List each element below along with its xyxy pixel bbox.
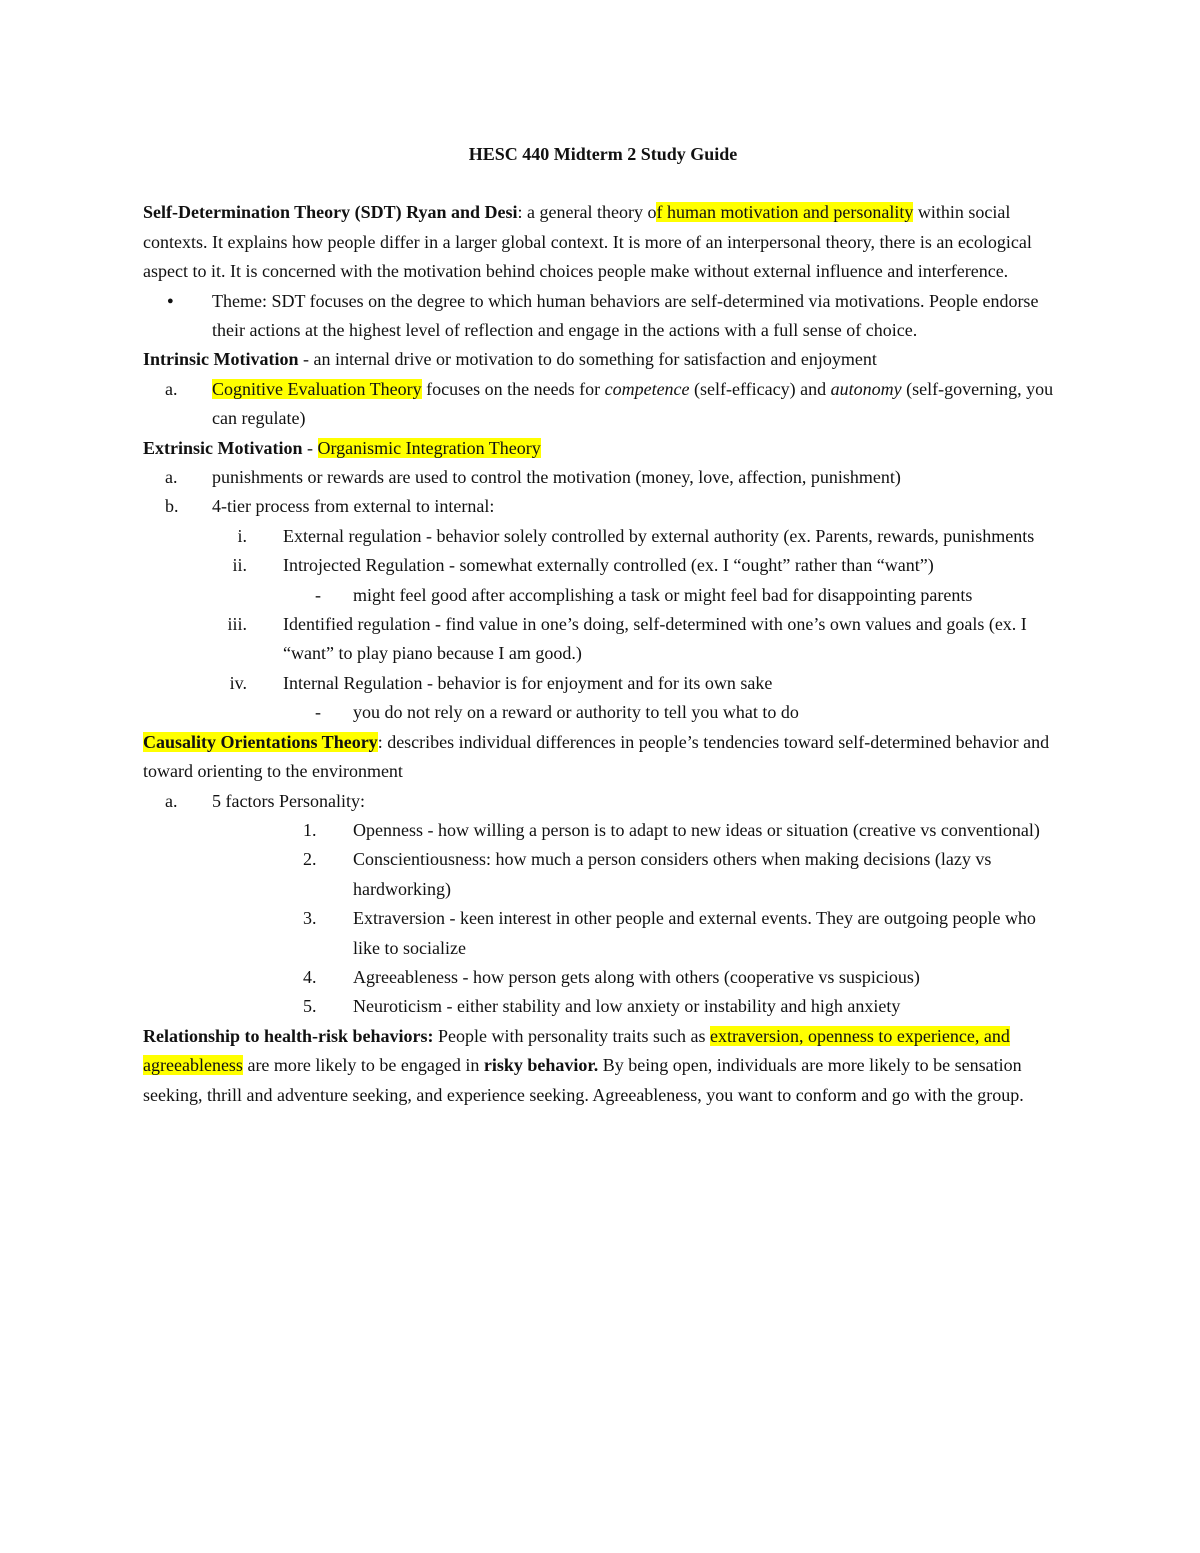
- relationship-heading: Relationship to health-risk behaviors:: [143, 1025, 434, 1046]
- extrinsic-paragraph: [143, 434, 1063, 463]
- regulation-iii: [143, 610, 1063, 669]
- document-body: [143, 140, 1063, 1110]
- dash-marker: -: [315, 702, 321, 723]
- extrinsic-sep: -: [302, 437, 318, 458]
- cet-highlight: Cognitive Evaluation Theory: [212, 378, 422, 399]
- relationship-text-2: are more likely to be engaged in: [242, 1055, 484, 1076]
- regulation-i: [143, 522, 1063, 551]
- factor-text: Openness - how willing a person is to adapt to new ideas or situation (creative vs conventional): [353, 819, 1040, 840]
- regulation-i-text: External regulation - behavior solely controlled by external authority (ex. Parents, rewards, punishments: [283, 525, 1035, 546]
- document-title: HESC 440 Midterm 2 Study Guide: [468, 144, 738, 164]
- intrinsic-item-a: [143, 375, 1063, 434]
- relationship-text-3: By being open, individuals are more likely to be sensation seeking, thrill and adventure seeking, and experience seeking. Agreeableness, you want to conform and go with the group.: [143, 1055, 1024, 1105]
- regulation-iv-text: Internal Regulation - behavior is for enjoyment and for its own sake: [283, 672, 773, 693]
- traits-highlight: extraversion, openness to experience, and agreeableness: [143, 1025, 1010, 1076]
- factor-item: [143, 992, 1063, 1021]
- regulation-ii-text: Introjected Regulation - somewhat externally controlled (ex. I “ought” rather than “want”): [283, 555, 934, 576]
- factor-text: Extraversion - keen interest in other people and external events. They are outgoing people who like to socialize: [353, 908, 1036, 958]
- regulation-iv: [143, 669, 1063, 698]
- list-marker: a.: [165, 790, 178, 811]
- regulation-iv-dash-text: you do not rely on a reward or authority to tell you what to do: [353, 702, 799, 723]
- list-marker: a.: [165, 378, 178, 399]
- regulation-iv-dash: [143, 698, 1063, 727]
- list-marker: iv.: [229, 672, 247, 693]
- factor-item: [143, 904, 1063, 963]
- list-marker: ii.: [232, 555, 247, 576]
- risky-behavior: risky behavior.: [483, 1055, 599, 1076]
- list-marker: 3.: [303, 908, 317, 929]
- causality-item-a: [143, 787, 1063, 816]
- sdt-theme-bullet: [143, 287, 1063, 346]
- intrinsic-paragraph: [143, 345, 1063, 374]
- sdt-highlight: f human motivation and personality: [656, 202, 914, 223]
- list-marker: 2.: [303, 849, 317, 870]
- factor-item: [143, 845, 1063, 904]
- list-marker: 5.: [303, 996, 317, 1017]
- bullet-dot-icon: ●: [167, 294, 174, 307]
- extrinsic-item-b-text: 4-tier process from external to internal:: [212, 496, 495, 517]
- list-marker: 1.: [303, 819, 317, 840]
- relationship-text-1: People with personality traits such as: [433, 1025, 710, 1046]
- regulation-ii-dash-text: might feel good after accomplishing a task or might feel bad for disappointing parents: [353, 584, 973, 605]
- extrinsic-item-a-text: punishments or rewards are used to control the motivation (money, love, affection, punishment): [212, 467, 901, 488]
- cet-competence: competence: [604, 378, 690, 399]
- sdt-heading: Self-Determination Theory (SDT) Ryan and Desi: [143, 202, 518, 223]
- sdt-text-1: : a general theory o: [517, 202, 657, 223]
- causality-item-a-text: 5 factors Personality:: [212, 790, 365, 811]
- causality-paragraph: [143, 728, 1063, 787]
- intrinsic-heading: Intrinsic Motivation: [143, 349, 299, 370]
- regulation-iii-text: Identified regulation - find value in one’s doing, self-determined with one’s own values and goals (ex. I “want” to play piano because I am good.): [283, 614, 1027, 664]
- regulation-ii-dash: [143, 581, 1063, 610]
- factor-text: Neuroticism - either stability and low anxiety or instability and high anxiety: [353, 996, 901, 1017]
- list-marker: 4.: [303, 966, 317, 987]
- extrinsic-item-b: [143, 492, 1063, 521]
- list-marker: a.: [165, 467, 178, 488]
- intrinsic-text: - an internal drive or motivation to do something for satisfaction and enjoyment: [298, 349, 877, 370]
- cet-text-2: (self-efficacy) and: [689, 378, 831, 399]
- causality-heading: Causality Orientations Theory: [143, 731, 378, 752]
- spacer: [143, 169, 1063, 198]
- sdt-text-2: within social contexts. It explains how people differ in a larger global context. It is more of an interpersonal theory, there is an ecological aspect to it. It is concerned with the motivation behind choices people make without external influence and interference.: [143, 202, 1032, 282]
- oit-highlight: Organismic Integration Theory: [317, 437, 541, 458]
- dash-marker: -: [315, 584, 321, 605]
- sdt-theme-text: Theme: SDT focuses on the degree to which human behaviors are self-determined via motivations. People endorse their actions at the highest level of reflection and engage in the actions with a full sense of choice.: [212, 290, 1039, 341]
- relationship-paragraph: [143, 1022, 1063, 1110]
- list-marker: iii.: [227, 614, 247, 635]
- cet-text-3: (self-governing, you can regulate): [212, 378, 1054, 429]
- cet-text-1: focuses on the needs for: [421, 378, 605, 399]
- list-marker: b.: [165, 496, 179, 517]
- factor-item: [143, 816, 1063, 845]
- list-marker: i.: [237, 525, 247, 546]
- factor-text: Agreeableness - how person gets along with others (cooperative vs suspicious): [353, 966, 920, 987]
- regulation-ii: [143, 551, 1063, 580]
- extrinsic-item-a: [143, 463, 1063, 492]
- extrinsic-heading: Extrinsic Motivation: [143, 437, 303, 458]
- cet-autonomy: autonomy: [830, 378, 902, 399]
- causality-text: : describes individual differences in people’s tendencies toward self-determined behavior and toward orienting to the environment: [143, 731, 1050, 782]
- factor-text: Conscientiousness: how much a person considers others when making decisions (lazy vs hardworking): [353, 849, 992, 899]
- sdt-paragraph: [143, 198, 1063, 286]
- factor-item: [143, 963, 1063, 992]
